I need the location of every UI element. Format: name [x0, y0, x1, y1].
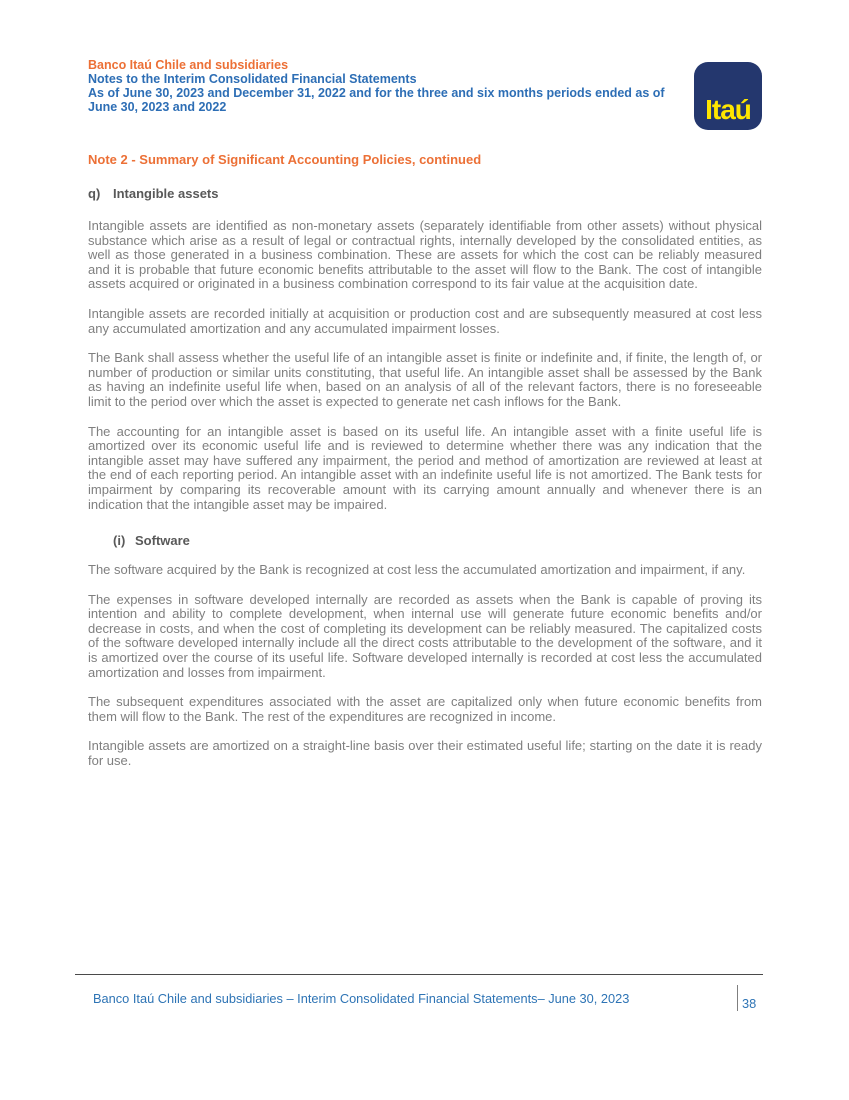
footer-text: Banco Itaú Chile and subsidiaries – Interim Consolidated Financial Statements– June 30, 2023	[93, 991, 630, 1006]
paragraph-intangible-3: The Bank shall assess whether the useful life of an intangible asset is finite or indefinite and, if finite, the length of, or number of production or similar units constituting, that useful life. An intangible asset shall be assessed by the Bank as having an indefinite useful life when, based on an analysis of all of the relevant factors, there is no foreseeable limit to the period over which the asset is expected to generate net cash inflows for the Bank.	[88, 350, 762, 409]
page-number: 38	[737, 985, 756, 1011]
subsection-title: Software	[135, 533, 190, 549]
itau-logo-text: Itaú	[705, 94, 751, 125]
paragraph-software-3: The subsequent expenditures associated with the asset are capitalized only when future economic benefits from them will flow to the Bank. The rest of the expenditures are recognized in income.	[88, 694, 762, 724]
paragraph-intangible-2: Intangible assets are recorded initially at acquisition or production cost and are subsequently measured at cost less any accumulated amortization and any accumulated impairment losses.	[88, 305, 762, 336]
footer-rule	[75, 974, 763, 975]
section-label: q)	[88, 186, 101, 201]
header-subtitle: As of June 30, 2023 and December 31, 2022 and for the three and six months periods ended as of June 30, 2023 and 2022	[88, 86, 665, 114]
header-text-block	[88, 58, 688, 114]
paragraph-software-4: Intangible assets are amortized on a straight-line basis over their estimated useful life; starting on the date it is ready for use.	[88, 738, 762, 769]
paragraph-intangible-1: Intangible assets are identified as non-monetary assets (separately identifiable from other assets) without physical substance which arise as a result of legal or contractual rights, internally developed by the consolidated entities, as well as those generated in a business combination. These are assets for which the cost can be reliably measured and it is probable that future economic benefits attributable to the asset will flow to the Bank. The cost of intangible assets acquired or originated in a business combination correspond to its fair value at the acquisition date.	[88, 218, 762, 292]
subsection-label: (i)	[113, 533, 126, 549]
section-title: Intangible assets	[113, 186, 219, 201]
section-heading-intangible-assets	[88, 186, 762, 201]
document-header	[88, 58, 762, 130]
paragraph-intangible-4: The accounting for an intangible asset is based on its useful life. An intangible asset with a finite useful life is amortized over its economic useful life and is reviewed to determine whether there was any indication that the intangible asset may have suffered any impairment, the period and method of amortization are reviewed at least at the end of each reporting period. An intangible asset with an indefinite useful life is not amortized. The Bank tests for impairment by comparing its recoverable amount with its carrying amount annually and whenever there is an indication that the intangible asset may be impaired.	[88, 423, 762, 512]
header-company: Banco Itaú Chile and subsidiaries	[88, 58, 289, 72]
subsection-heading-software	[88, 533, 762, 548]
paragraph-software-2: The expenses in software developed internally are recorded as assets when the Bank is capable of proving its intention and ability to complete development, when internal use will generate future economic benefits and/or decrease in costs, and when the cost of completing its development can be reliably measured. The capitalized costs of the software developed internally include all the direct costs attributable to the development of the software, and it is amortized over the course of its useful life. Software developed internally is recorded at cost less the accumulated amortization and losses from impairment.	[88, 591, 762, 680]
header-title: Notes to the Interim Consolidated Financial Statements	[88, 72, 417, 86]
document-footer	[75, 974, 763, 1011]
paragraph-software-1: The software acquired by the Bank is recognized at cost less the accumulated amortization and impairment, if any.	[88, 562, 746, 578]
document-body	[88, 152, 762, 784]
itau-logo	[694, 62, 762, 130]
note-heading: Note 2 - Summary of Significant Accounting Policies, continued	[88, 152, 482, 167]
